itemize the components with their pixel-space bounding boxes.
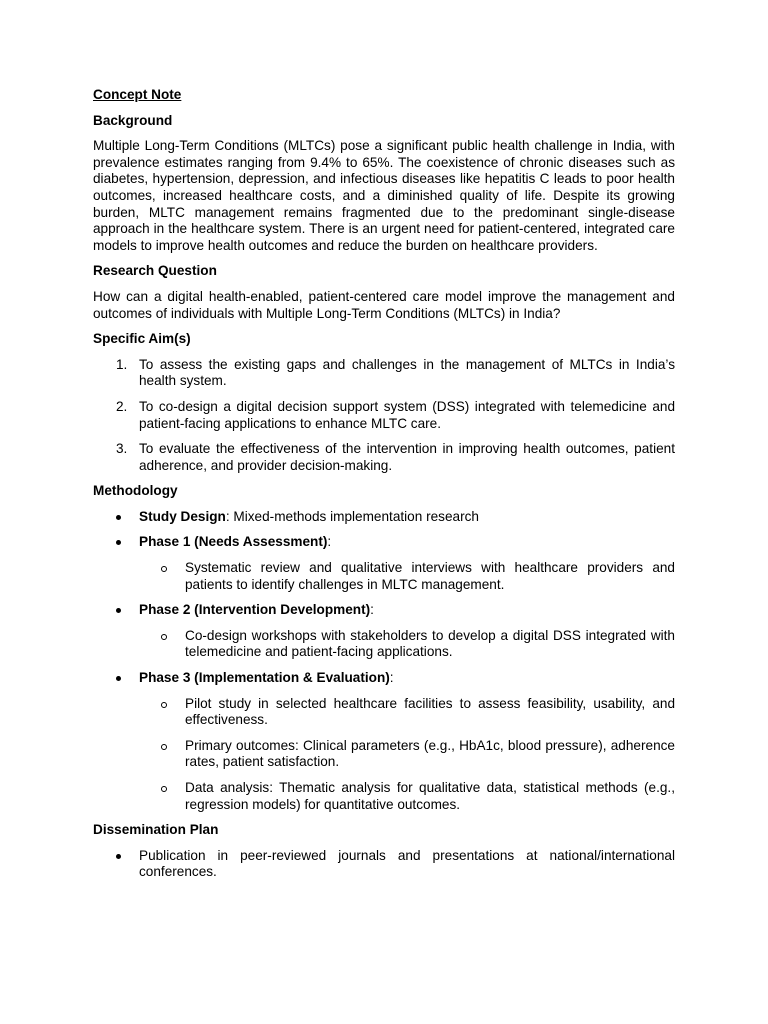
background-paragraph: Multiple Long-Term Conditions (MLTCs) pose a significant public health challenge in India, with prevalence estimates ranging from 9.4% to 65%. The coexistence of chronic diseases such as diabetes, hypertension, depression, and infectious diseases like hepatitis C leads to poor health outcomes, increased healthcare costs, and a diminished quality of life. Despite its growing burden, MLTC management remains fragmented due to the predominant single-disease approach in the healthcare system. There is an urgent need for patient-centered, integrated care models to improve health outcomes and reduce the burden on healthcare providers.	[93, 138, 675, 253]
hollow-bullet-icon	[161, 702, 167, 708]
sub-item-text: Pilot study in selected healthcare facilities to assess feasibility, usability, and effectiveness.	[185, 695, 675, 728]
sub-item-text: Systematic review and qualitative interviews with healthcare providers and patients to identify challenges in MLTC management.	[185, 560, 675, 592]
background-heading: Background	[93, 112, 173, 128]
document-title: Concept Note	[93, 87, 182, 102]
sub-list-item	[138, 780, 675, 813]
phase2-colon: :	[370, 602, 374, 618]
dissemination-list	[93, 848, 675, 881]
phase1-label: Phase 1 (Needs Assessment)	[139, 534, 328, 550]
study-design-text: : Mixed-methods implementation research	[225, 508, 479, 524]
bullet-icon	[116, 540, 121, 545]
dissemination-heading: Dissemination Plan	[93, 822, 219, 838]
specific-aims-list	[93, 357, 675, 475]
hollow-bullet-icon	[161, 634, 167, 640]
sub-list-item	[138, 560, 675, 593]
aim-text: To co-design a digital decision support system (DSS) integrated with telemedicine and patient-facing applications to enhance MLTC care.	[139, 398, 675, 431]
aim-number: 1.	[116, 356, 128, 372]
phase2-label: Phase 2 (Intervention Development)	[139, 602, 371, 618]
specific-aims-heading: Specific Aim(s)	[93, 331, 191, 347]
phase2-sublist	[139, 628, 675, 661]
methodology-list	[93, 509, 675, 813]
hollow-bullet-icon	[161, 744, 167, 750]
sub-item-text: Primary outcomes: Clinical parameters (e.g., HbA1c, blood pressure), adherence rates, patient satisfaction.	[185, 737, 675, 770]
study-design-label: Study Design	[139, 508, 226, 524]
sub-list-item	[138, 738, 675, 771]
aim-text: To assess the existing gaps and challenges in the management of MLTCs in India’s health system.	[139, 356, 675, 389]
aim-number: 3.	[116, 441, 128, 457]
bullet-icon	[116, 608, 121, 613]
aim-number: 2.	[116, 398, 128, 414]
phase3-label: Phase 3 (Implementation & Evaluation)	[139, 670, 390, 686]
aim-item	[93, 441, 675, 474]
aim-item	[93, 399, 675, 432]
phase3-item	[93, 670, 675, 813]
study-design-item	[93, 509, 675, 526]
sub-item-text: Data analysis: Thematic analysis for qualitative data, statistical methods (e.g., regression models) for quantitative outcomes.	[185, 780, 675, 812]
phase3-colon: :	[389, 670, 394, 686]
phase1-item	[93, 534, 675, 593]
research-question-paragraph: How can a digital health-enabled, patient-centered care model improve the management and outcomes of individuals with Multiple Long-Term Conditions (MLTCs) in India?	[93, 288, 675, 321]
phase1-colon: :	[327, 534, 332, 550]
aim-item	[93, 357, 675, 390]
phase1-sublist	[139, 560, 675, 593]
bullet-icon	[116, 854, 121, 859]
sub-item-text: Co-design workshops with stakeholders to develop a digital DSS integrated with telemedicine and patient-facing applications.	[185, 627, 675, 660]
research-question-heading: Research Question	[93, 263, 217, 279]
phase2-item	[93, 602, 675, 661]
bullet-icon	[116, 515, 121, 520]
methodology-heading: Methodology	[93, 483, 178, 499]
sub-list-item	[138, 628, 675, 661]
bullet-icon	[116, 676, 121, 681]
dissemination-text: Publication in peer-reviewed journals and presentations at national/international conferences.	[139, 847, 675, 880]
hollow-bullet-icon	[161, 566, 167, 572]
aim-text: To evaluate the effectiveness of the intervention in improving health outcomes, patient adherence, and provider decision-making.	[139, 441, 675, 473]
phase3-sublist	[139, 696, 675, 814]
sub-list-item	[138, 696, 675, 729]
concept-note-body	[93, 87, 675, 890]
dissemination-item	[93, 848, 675, 881]
hollow-bullet-icon	[161, 786, 167, 792]
